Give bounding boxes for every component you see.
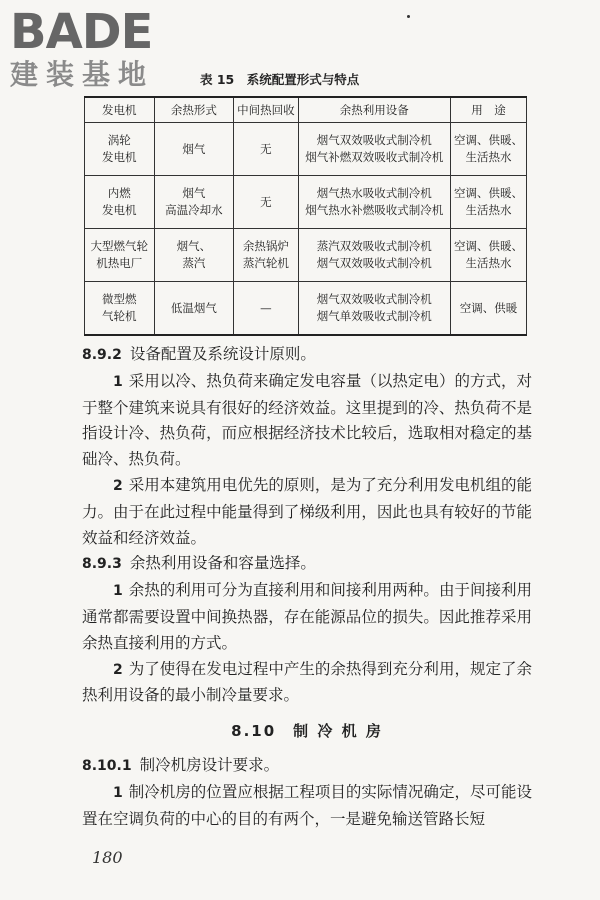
paragraph	[82, 369, 532, 473]
body-text	[82, 342, 532, 832]
item-number: 1	[113, 784, 123, 801]
paragraph	[82, 473, 532, 551]
table-title: 表 15 系统配置形式与特点	[200, 72, 360, 87]
table-row	[85, 123, 527, 176]
header-equipment: 余热利用设备	[298, 97, 450, 123]
logo-subtitle: 建装基地	[10, 58, 155, 91]
section-number: 8.9.3	[82, 556, 122, 573]
cell-usage: 空调、供暖、 生活热水	[450, 123, 526, 176]
cell-usage: 空调、供暖、 生活热水	[450, 176, 526, 229]
cell-equipment: 蒸汽双效吸收式制冷机 烟气双效吸收式制冷机	[298, 229, 450, 282]
paragraph	[82, 780, 532, 833]
cell-generator: 大型燃气轮 机热电厂	[85, 229, 155, 282]
section-number: 8.10.1	[82, 757, 132, 774]
cell-generator: 微型燃 气轮机	[85, 282, 155, 336]
scan-speck	[407, 15, 410, 18]
cell-equipment: 烟气热水吸收式制冷机 烟气热水补燃吸收式制冷机	[298, 176, 450, 229]
item-number: 1	[113, 373, 123, 390]
section-title: 制冷机房设计要求。	[139, 755, 280, 774]
item-number: 2	[113, 661, 123, 678]
table-row	[85, 229, 527, 282]
header-generator: 发电机	[85, 97, 155, 123]
page-number: 180	[92, 848, 123, 867]
section-title: 余热利用设备和容量选择。	[129, 554, 316, 573]
cell-generator: 涡轮 发电机	[85, 123, 155, 176]
item-text: 采用本建筑用电优先的原则，是为了充分利用发电机组的能力。由于在此过程中能量得到了梯级利用，因此也具有较好的节能效益和经济效益。	[82, 475, 532, 547]
paragraph	[82, 578, 532, 656]
cell-recovery: —	[234, 282, 298, 336]
cell-usage: 空调、供暖	[450, 282, 526, 336]
cell-generator: 内燃 发电机	[85, 176, 155, 229]
paragraph	[82, 657, 532, 710]
item-text: 采用以冷、热负荷来确定发电容量（以热定电）的方式，对于整个建筑来说具有很好的经济效益。这里提到的冷、热负荷不是指设计冷、热负荷，而应根据经济技术比较后，选取相对稳定的基础冷、热负荷。	[82, 371, 532, 469]
cell-recovery: 余热锅炉 蒸汽轮机	[234, 229, 298, 282]
bade-logo	[10, 4, 175, 92]
header-recovery: 中间热回收	[234, 97, 298, 123]
section-8-10-heading: 8.10 制 冷 机 房	[231, 722, 383, 741]
header-usage: 用 途	[450, 97, 526, 123]
cell-recovery: 无	[234, 176, 298, 229]
section-8-9-2-heading	[82, 342, 532, 369]
cell-heat-form: 低温烟气	[154, 282, 234, 336]
cell-heat-form: 烟气、 蒸汽	[154, 229, 234, 282]
logo-wordmark: BADE	[10, 4, 153, 60]
table-row	[85, 176, 527, 229]
cell-heat-form: 烟气	[154, 123, 234, 176]
system-config-table	[84, 96, 527, 336]
cell-usage: 空调、供暖、 生活热水	[450, 229, 526, 282]
item-number: 1	[113, 583, 123, 600]
cell-equipment: 烟气双效吸收式制冷机 烟气单效吸收式制冷机	[298, 282, 450, 336]
header-heat-form: 余热形式	[154, 97, 234, 123]
item-text: 余热的利用可分为直接利用和间接利用两种。由于间接利用通常都需要设置中间换热器，存在能源品位的损失。因此推荐采用余热直接利用的方式。	[82, 581, 532, 652]
cell-heat-form: 烟气 高温冷却水	[154, 176, 234, 229]
section-8-9-3-heading	[82, 551, 532, 578]
section-title: 设备配置及系统设计原则。	[129, 345, 316, 363]
item-text: 为了使得在发电过程中产生的余热得到充分利用，规定了余热利用设备的最小制冷量要求。	[82, 659, 532, 705]
section-8-10-1-heading	[82, 753, 532, 780]
cell-recovery: 无	[234, 123, 298, 176]
item-number: 2	[113, 477, 123, 494]
cell-equipment: 烟气双效吸收式制冷机 烟气补燃双效吸收式制冷机	[298, 123, 450, 176]
section-number: 8.9.2	[82, 347, 122, 363]
table-header-row	[85, 97, 527, 123]
item-text: 制冷机房的位置应根据工程项目的实际情况确定，尽可能设置在空调负荷的中心的目的有两个，一是避免输送管路长短	[82, 782, 532, 828]
table-row	[85, 282, 527, 336]
